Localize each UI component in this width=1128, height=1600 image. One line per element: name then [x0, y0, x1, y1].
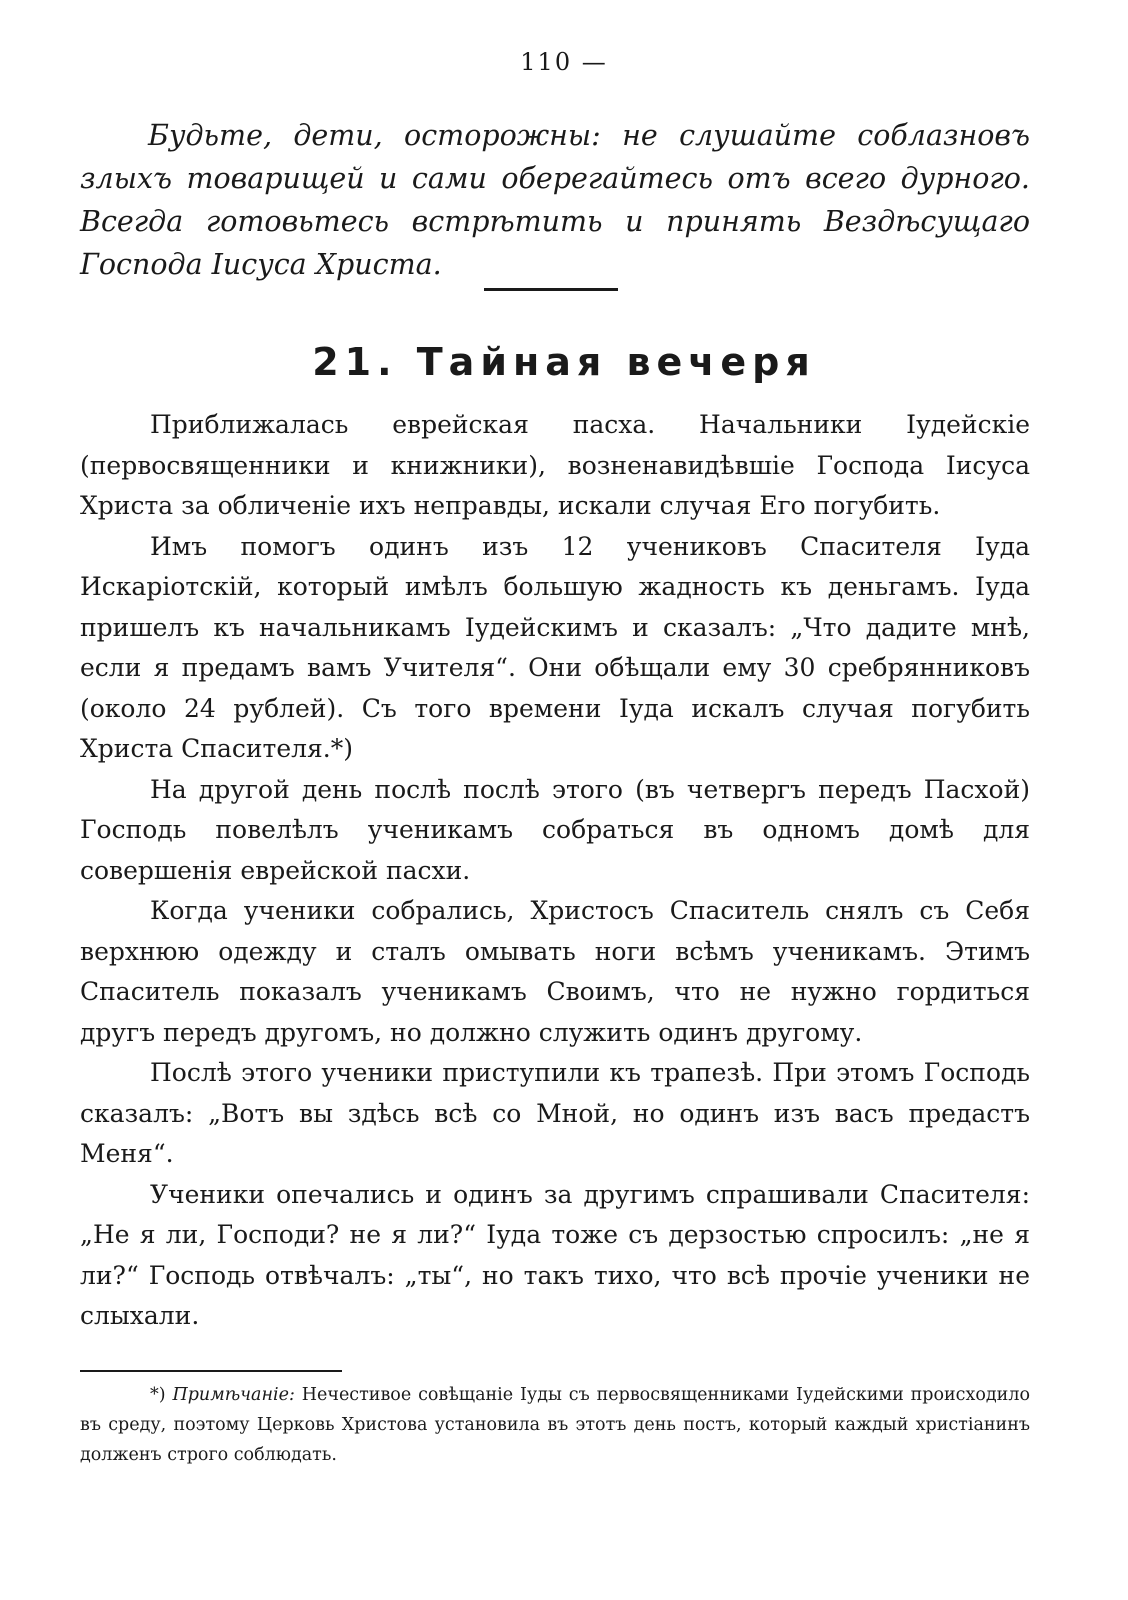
paragraph: Приближалась еврейская пасха. Начальники Іудейскіе (первосвященники и книжники), возненавидѣвшіе Господа Іисуса Христа за обличеніе ихъ неправды, искали случая Его погубить. — [80, 410, 1030, 520]
page-number: 110 — — [520, 48, 608, 76]
paragraph: На другой день послѣ послѣ этого (въ четвергъ передъ Пасхой) Господь повелѣлъ ученикамъ собраться въ одномъ домѣ для совершенія еврейской пасхи. — [80, 774, 1030, 885]
intro-paragraph: Будьте, дети, осторожны: не слушайте соблазновъ злыхъ товарищей и сами оберегайтесь отъ всего дурного. Всегда готовьтесь встрѣтить и принять Вездѣсущаго Господа Іисуса Христа. — [80, 119, 1030, 281]
footnote-divider — [80, 1370, 342, 1372]
footnote-label: Примѣчаніе: — [172, 1385, 295, 1405]
section-divider — [484, 288, 618, 291]
chapter-title: 21. Тайная вечеря — [312, 340, 816, 384]
footnote — [80, 1380, 1030, 1470]
paragraph: Ученики опечались и одинъ за другимъ спрашивали Спасителя: „Не я ли, Господи? не я ли?“ Іуда тоже съ дерзостью спросилъ: „не я ли?“ Господь отвѣчалъ: „ты“, но такъ тихо, что всѣ прочіе ученики не слыхали. — [80, 1179, 1030, 1330]
footnote-text: Нечестивое совѣщаніе Іуды съ первосвященниками Іудейскими происходило въ среду, поэтому Церковь Христова установила въ этотъ день постъ, который каждый христіанинъ долженъ строго соблюдать. — [80, 1385, 1030, 1465]
paragraph: Когда ученики собрались, Христосъ Спаситель снялъ съ Себя верхнюю одежду и сталъ омывать ноги всѣмъ ученикамъ. Этимъ Спаситель показалъ ученикамъ Своимъ, что не нужно гордиться другъ передъ другомъ, но должно служить одинъ другому. — [80, 896, 1030, 1047]
paragraph: Послѣ этого ученики приступили къ трапезѣ. При этомъ Господь сказалъ: „Вотъ вы здѣсь всѣ со Мной, но одинъ изъ васъ предастъ Меня“. — [80, 1058, 1030, 1168]
footnote-marker: *) — [150, 1385, 166, 1405]
chapter-body — [80, 405, 1030, 1337]
paragraph: Имъ помогъ одинъ изъ 12 учениковъ Спасителя Іуда Искаріотскій, который имѣлъ большую жадность къ деньгамъ. Іуда пришелъ къ начальникамъ Іудейскимъ и сказалъ: „Что дадите мнѣ, если я предамъ вамъ Учителя“. Они обѣщали ему 30 сребрянниковъ (около 24 рублей). Съ того времени Іуда искалъ случая погубить Христа Спасителя.*) — [80, 531, 1030, 763]
